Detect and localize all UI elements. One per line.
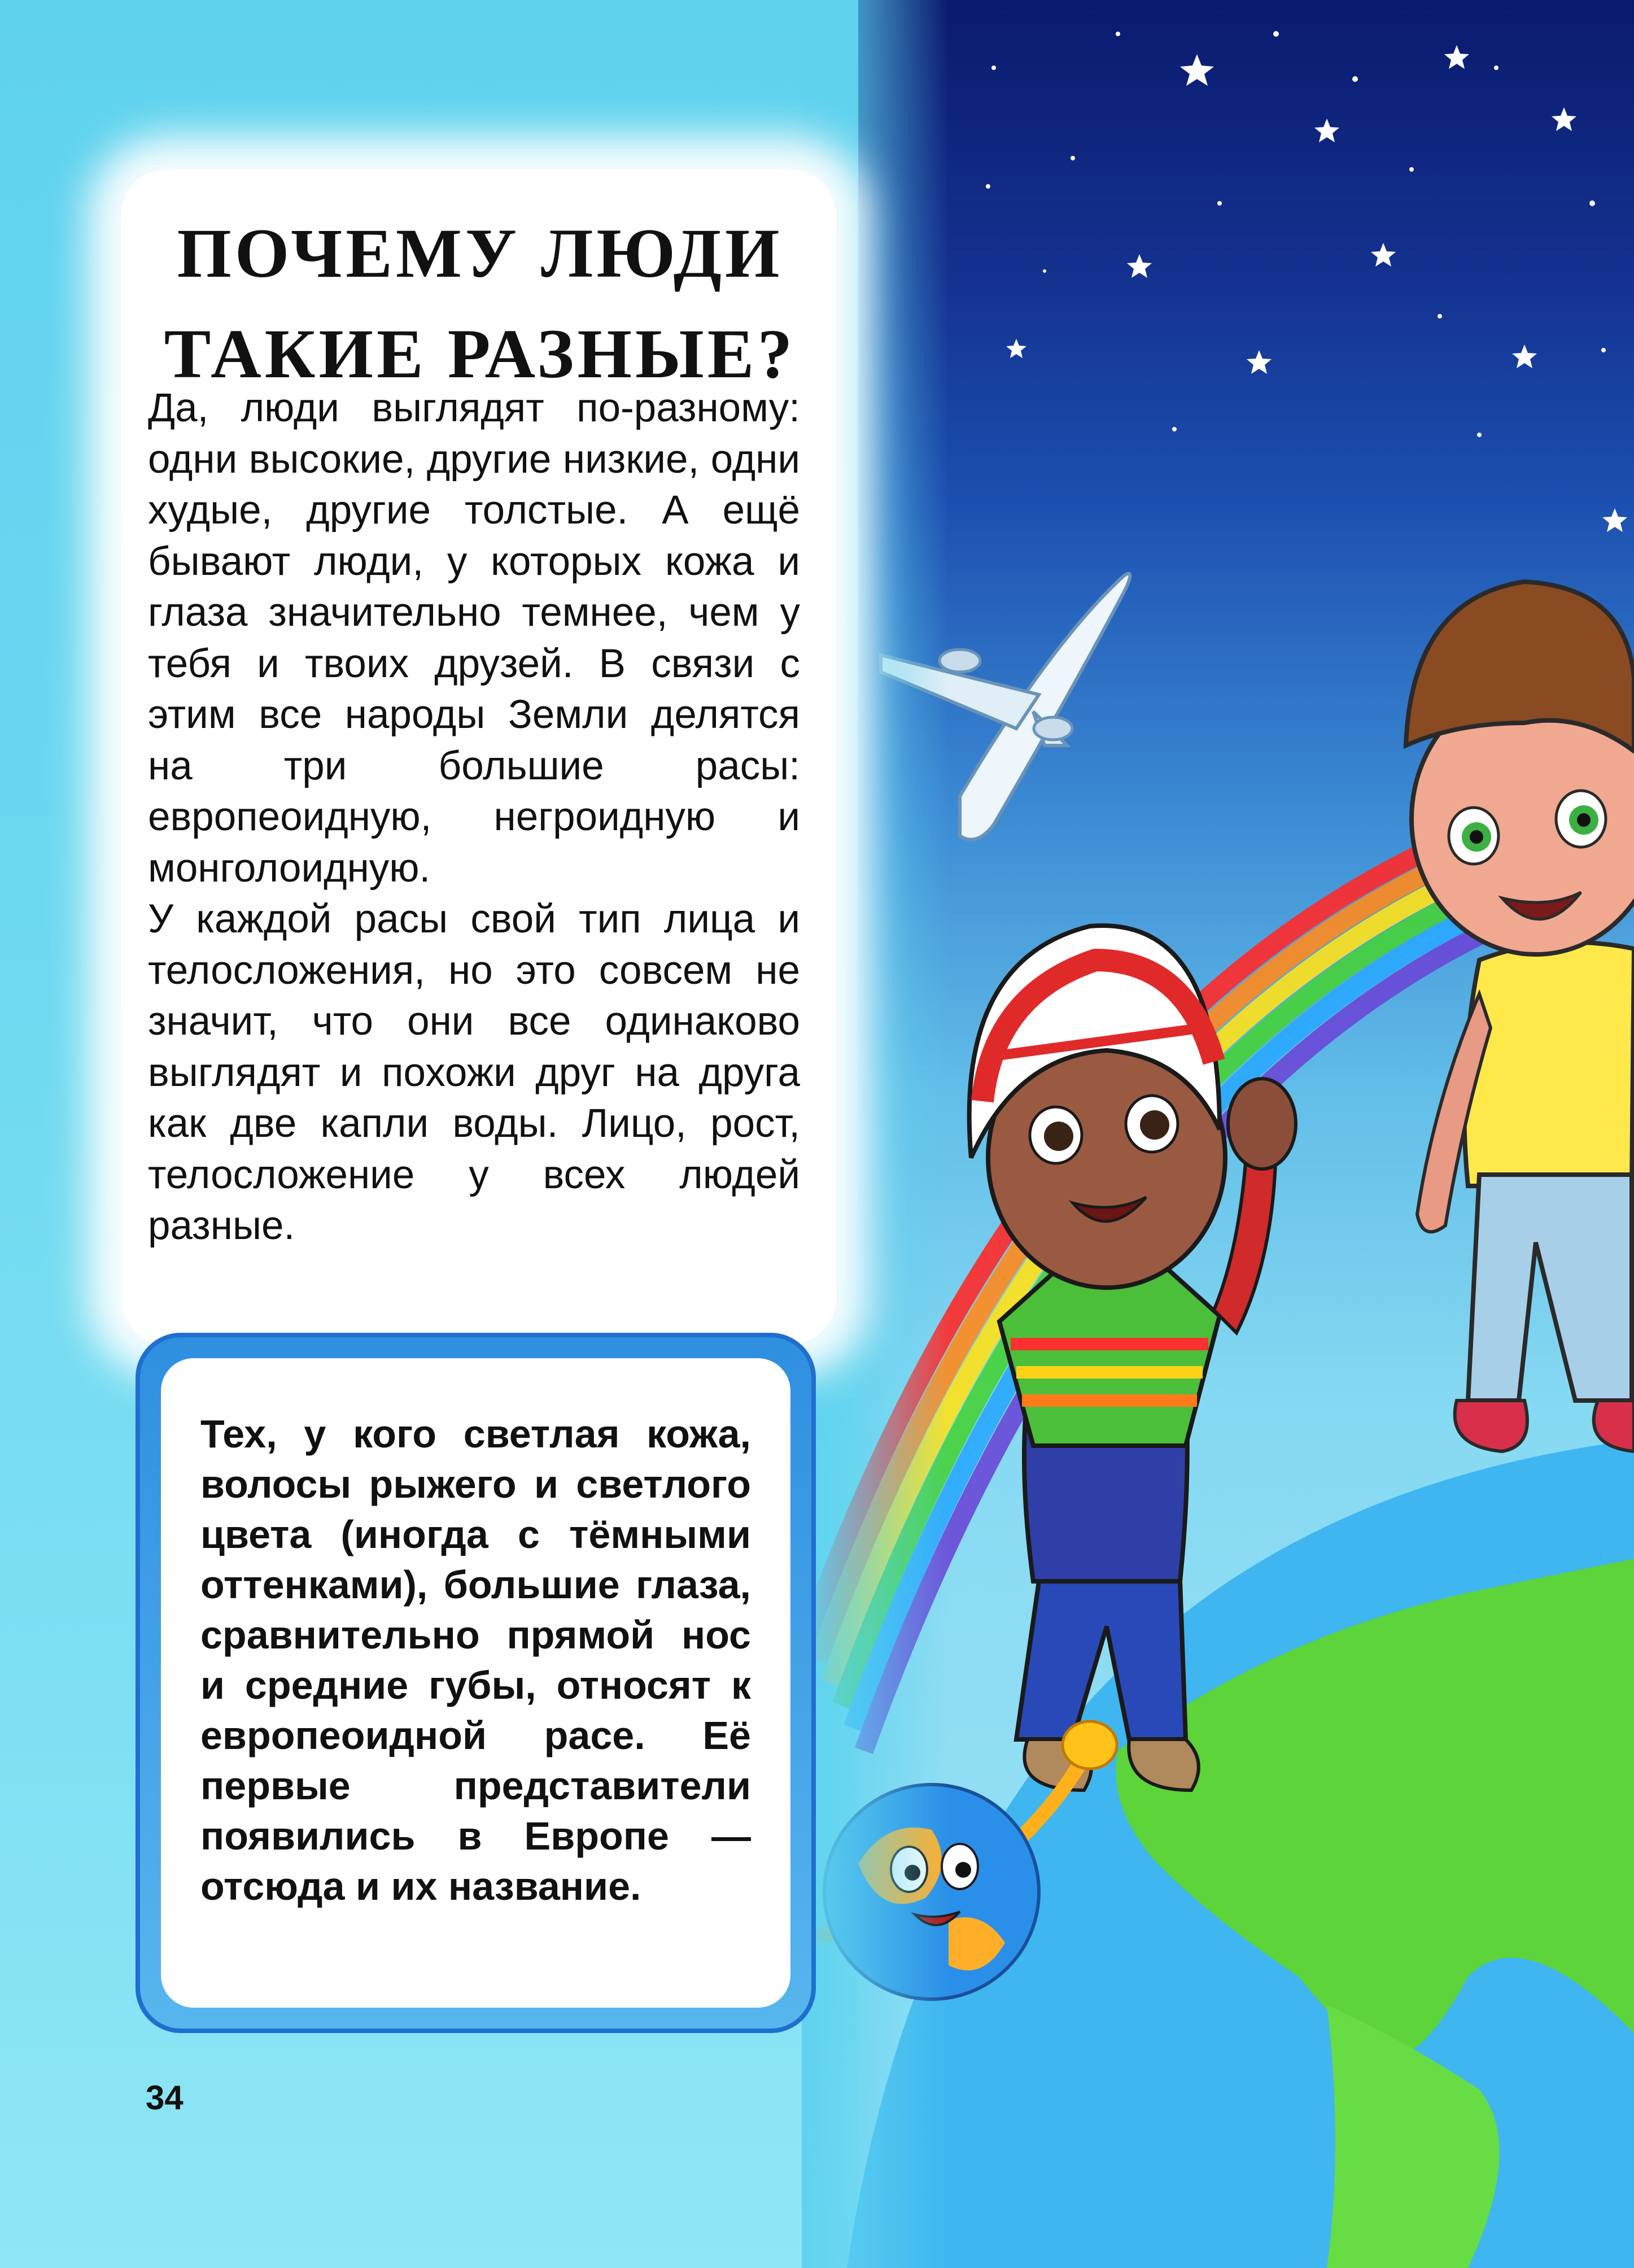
- page-title: [130, 203, 830, 404]
- body-text: [148, 383, 800, 1252]
- title-line-2: ТАКИЕ РАЗНЫЕ?: [164, 315, 796, 392]
- body-paragraph: Да, люди выглядят по-разному: одни высокие, другие низкие, одни худые, другие толстые. А ещё бывают люди, у которых кожа и глаза значительно темнее, чем у тебя и твоих друзей. В связи с этим все народы Земли делятся на три большие расы: европеоидную, негроидную и монголоидную.: [148, 386, 800, 891]
- title-line-1: ПОЧЕМУ ЛЮДИ: [177, 215, 783, 292]
- page-number: 34: [146, 2079, 184, 2117]
- stars-icon: [986, 31, 1627, 532]
- boy-in-yellow-shirt-icon: [1406, 582, 1634, 1451]
- callout-text: Тех, у кого светлая кожа, волосы рыжего и светлого цвета (иногда с тёмными оттенками), большие глаза, сравнительно прямой нос и средние губы, относят к европеоидной расе. Её первые представители появились в Европе — отсюда и их название.: [200, 1412, 751, 1908]
- body-paragraph: У каждой расы свой тип лица и телосложения, но это совсем не значит, что они все одинаково выглядят и похожи друг на друга как две капли воды. Лицо, рост, телосложение у всех людей разные.: [148, 897, 800, 1248]
